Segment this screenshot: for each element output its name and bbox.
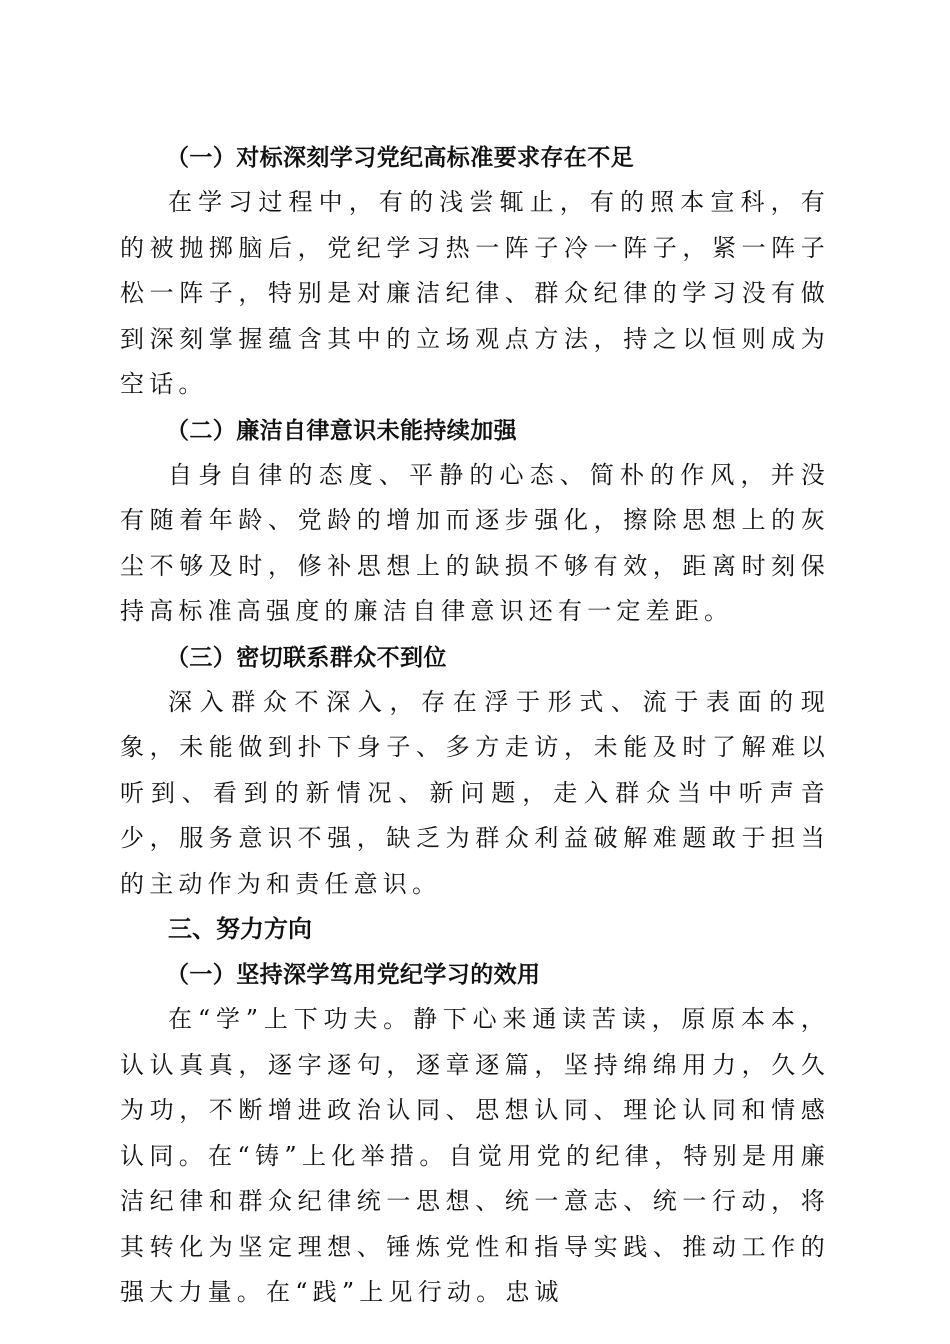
body-paragraph-1: 在学习过程中，有的浅尝辄止，有的照本宣科，有的被抛掷脑后，党纪学习热一阵子冷一阵子，紧一阵子松一阵子，特别是对廉洁纪律、群众纪律的学习没有做到深刻掌握蕴含其中的立场观点方法，持之以恒则成为空话。 — [120, 188, 830, 398]
section-subheading-1: （一）对标深刻学习党纪高标准要求存在不足 — [166, 144, 634, 171]
body-paragraph-3: 深入群众不深入，存在浮于形式、流于表面的现象，未能做到扑下身子、多方走访，未能及时了解难以听到、看到的新情况、新问题，走入群众当中听声音少，服务意识不强，缺乏为群众利益破解难题敢于担当的主动作为和责任意识。 — [120, 687, 830, 898]
section-subheading-2: （二）廉洁自律意识未能持续加强 — [166, 416, 517, 444]
section-subheading-4: （一）坚持深学笃用党纪学习的效用 — [166, 961, 541, 988]
document-body — [120, 135, 830, 1316]
section-heading-3: 三、努力方向 — [168, 915, 312, 943]
body-paragraph-4: 在“学”上下功夫。静下心来通读苦读，原原本本，认认真真，逐字逐句，逐章逐篇，坚持绵绵用力，久久为功，不断增进政治认同、思想认同、理论认同和情感认同。在“铸”上化举措。自觉用党的纪律，特别是用廉洁纪律和群众纪律统一思想、统一意志、统一行动，将其转化为坚定理想、锤炼党性和指导实践、推动工作的强大力量。在“践”上见行动。忠诚 — [120, 1005, 830, 1306]
section-subheading-3: （三）密切联系群众不到位 — [166, 643, 447, 671]
body-paragraph-2: 自身自律的态度、平静的心态、简朴的作风，并没有随着年龄、党龄的增加而逐步强化，擦除思想上的灰尘不够及时，修补思想上的缺损不够有效，距离时刻保持高标准高强度的廉洁自律意识还有一定差距。 — [120, 460, 830, 625]
